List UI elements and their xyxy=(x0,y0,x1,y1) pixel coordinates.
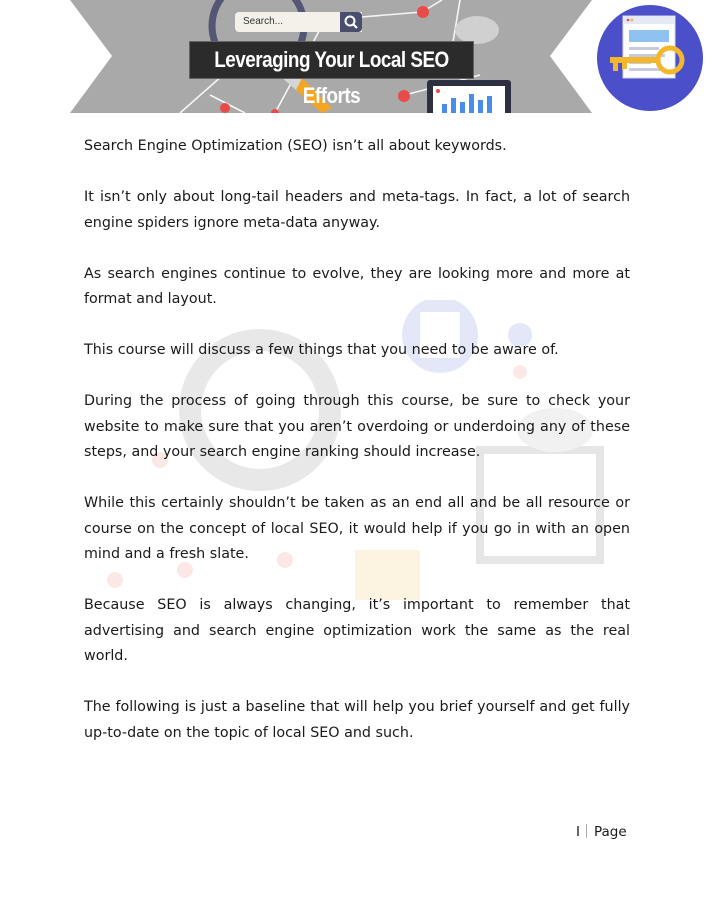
paragraph: While this certainly shouldn’t be taken as an end all and be all resource or course on the concept of local SEO, it would help if you go in with an open mind and a fresh slate. xyxy=(84,495,630,562)
footer-divider xyxy=(586,824,587,838)
search-icon xyxy=(340,12,362,32)
paragraph: It isn’t only about long-tail headers and meta-tags. In fact, a lot of search engine spiders ignore meta-data anyway. xyxy=(84,189,630,231)
header-banner xyxy=(70,0,592,113)
search-button[interactable] xyxy=(340,12,362,32)
document-body xyxy=(84,134,630,772)
banner-title: Leveraging Your Local SEO Efforts xyxy=(189,41,474,79)
search-input[interactable]: Search... xyxy=(235,12,362,32)
page-label: Page xyxy=(593,824,627,840)
paragraph: The following is just a baseline that will help you brief yourself and get fully up-to-date on the topic of local SEO and such. xyxy=(84,699,630,741)
paragraph: As search engines continue to evolve, they are looking more and more at format and layout. xyxy=(84,265,630,307)
page-footer xyxy=(576,822,627,842)
paragraph: During the process of going through this course, be sure to check your website to make sure that you aren’t overdoing or underdoing any of these steps, and your search engine ranking should increase. xyxy=(84,393,630,460)
chart-icon xyxy=(427,80,511,113)
paragraph: This course will discuss a few things that you need to be aware of. xyxy=(84,342,559,358)
seo-key-logo xyxy=(596,4,704,112)
page-number: I xyxy=(576,824,580,840)
paragraph: Search Engine Optimization (SEO) isn’t all about keywords. xyxy=(84,138,507,154)
paragraph: Because SEO is always changing, it’s important to remember that advertising and search engine optimization work the same as the real world. xyxy=(84,597,630,664)
